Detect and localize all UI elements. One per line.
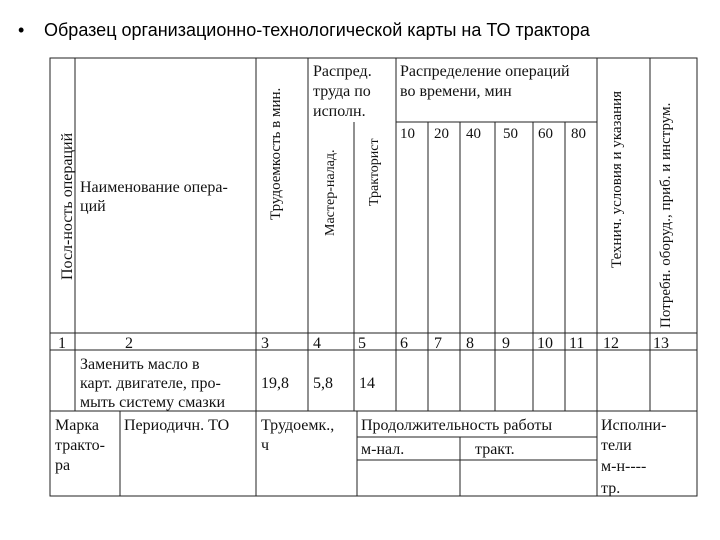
col-number: 10	[537, 335, 553, 352]
labor-hours-label-l2: ч	[261, 437, 270, 454]
col-number: 12	[603, 335, 619, 352]
executors-label-l2: тели	[601, 437, 632, 454]
col-tractorist-header: Тракторист	[367, 138, 382, 206]
operation-line-3: мыть систему смазки	[80, 394, 226, 411]
time-tick: 40	[466, 126, 481, 142]
column-numbers	[58, 335, 669, 352]
time-tick: 10	[400, 126, 415, 142]
col-number: 9	[502, 335, 510, 352]
executors-tractorist: тр.	[601, 480, 621, 497]
col-number: 3	[261, 335, 269, 352]
bullet: •	[18, 20, 25, 40]
col-number: 2	[125, 335, 133, 352]
master-value: 5,8	[313, 375, 333, 392]
period-label: Периодичн. ТО	[124, 417, 230, 434]
col-name-header-l2: ций	[80, 198, 106, 215]
col-tech-header: Технич. условия и указания	[609, 90, 625, 268]
col-number: 6	[400, 335, 408, 352]
time-tick: 80	[571, 126, 586, 142]
col-number: 1	[58, 335, 66, 352]
col-number: 5	[358, 335, 366, 352]
labor-hours-label-l1: Трудоемк.,	[261, 417, 335, 434]
time-tick: 50	[503, 126, 518, 142]
col-dist-header-l2: труда по	[313, 83, 371, 100]
col-time-header-l2: во времени, мин	[400, 83, 512, 100]
slide-title-text: Образец организационно-технологической карты на ТО трактора	[44, 20, 590, 40]
duration-master-label: м-нал.	[361, 441, 405, 458]
operation-line-1: Заменить масло в	[80, 356, 200, 373]
duration-tractorist-label: тракт.	[475, 441, 515, 458]
col-number: 11	[569, 335, 585, 352]
time-tick: 60	[538, 126, 553, 142]
col-dist-header-l3: исполн.	[313, 103, 366, 120]
col-labor-header: Трудоемкость в мин.	[268, 87, 284, 220]
col-name-header-l1: Наименование опера-	[80, 179, 228, 196]
col-equip-header: Потребн. оборуд., приб. и инструм.	[658, 102, 674, 328]
col-master-header: Мастер-налад.	[323, 149, 338, 236]
col-number: 13	[653, 335, 669, 352]
operation-line-2: карт. двигателе, про-	[80, 375, 221, 392]
tractorist-value: 14	[359, 375, 375, 392]
executors-label-l1: Исполни-	[601, 417, 667, 434]
col-time-header-l1: Распределение операций	[400, 63, 570, 80]
brand-label-l2: тракто-	[55, 437, 105, 454]
brand-label-l1: Марка	[55, 417, 99, 434]
col-seq-header: Посл-ность операций	[59, 132, 76, 280]
duration-label: Продолжительность работы	[361, 417, 553, 434]
col-dist-header-l1: Распред.	[313, 63, 372, 80]
col-number: 4	[313, 335, 321, 352]
col-number: 8	[466, 335, 474, 352]
labor-value: 19,8	[261, 375, 289, 392]
brand-label-l3: ра	[55, 457, 71, 474]
col-number: 7	[434, 335, 442, 352]
executors-master: м-н----	[601, 458, 647, 475]
time-tick: 20	[434, 126, 449, 142]
